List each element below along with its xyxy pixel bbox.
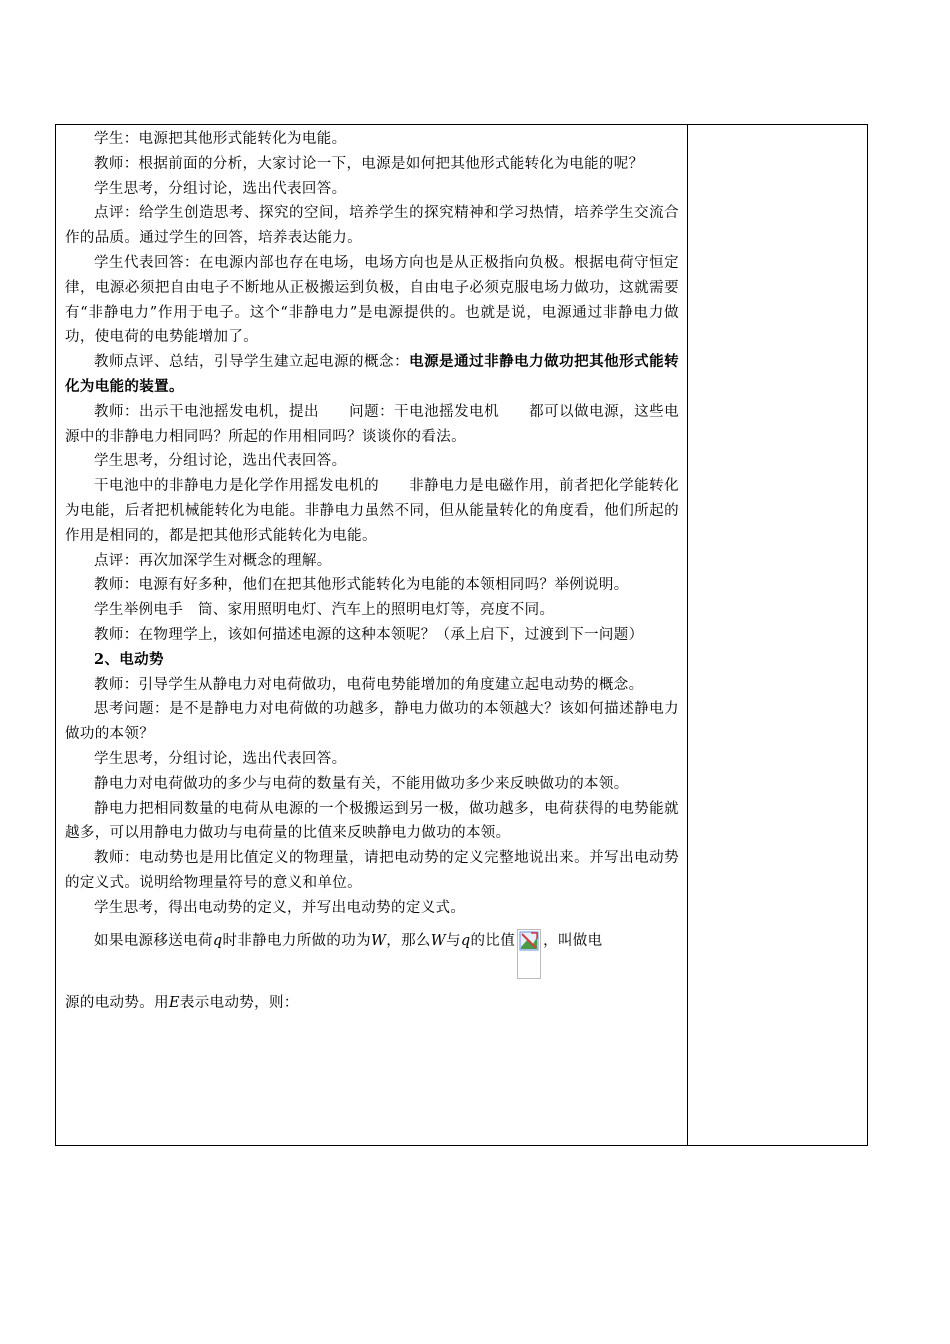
def-text: 的比值 [470, 932, 516, 949]
paragraph: 静电力把相同数量的电荷从电源的一个极搬运到另一极，做功越多，电荷获得的电势能就越多，可以用静电力做功与电荷量的比值来反映静电力做功的本领。 [65, 800, 679, 842]
def-text: 如果电源移送电荷 [94, 932, 213, 949]
paragraph: 教师：引导学生从静电力对电荷做功，电荷电势能增加的角度建立起电动势的概念。 [94, 676, 644, 693]
paragraph: 教师：出示干电池摇发电机，提出 问题：干电池摇发电机 都可以做电源，这些电源中的非静电力相同吗？所起的作用相同吗？谈谈你的看法。 [65, 403, 679, 445]
def-text: 源的电动势。用 [65, 994, 169, 1011]
var-e: E [168, 994, 180, 1011]
def-text: ，叫做电 [543, 932, 603, 949]
paragraph: 点评：给学生创造思考、探究的空间，培养学生的探究精神和学习热情，培养学生交流合作的品质。通过学生的回答，培养表达能力。 [65, 205, 679, 247]
paragraph: 教师：根据前面的分析，大家讨论一下，电源是如何把其他形式能转化为电能的呢？ [94, 155, 644, 172]
main-cell [65, 127, 679, 1015]
concept-definition: 电源是通过非静电力做功把其他形式能转化为电能的装置。 [65, 353, 679, 395]
section-heading: 2、电动势 [94, 650, 164, 668]
column-divider [687, 125, 688, 1145]
paragraph: 学生思考，分组讨论，选出代表回答。 [94, 453, 347, 470]
paragraph: 学生思考，得出电动势的定义，并写出电动势的定义式。 [94, 899, 466, 916]
paragraph: 教师：电动势也是用比值定义的物理量，请把电动势的定义完整地说出来。并写出电动势的定义式。说明给物理量符号的意义和单位。 [65, 850, 679, 891]
def-text: 时非静电力所做的功为 [222, 932, 371, 949]
var-w: W [370, 932, 387, 949]
def-text: ，那么 [386, 932, 431, 949]
paragraph: 教师：在物理学上，该如何描述电源的这种本领呢？（承上启下，过渡到下一问题） [94, 626, 644, 643]
paragraph: 学生代表回答：在电源内部也存在电场，电场方向也是从正极指向负极。根据电荷守恒定律，电源必须把自由电子不断地从正极搬运到负极，自由电子必须克服电场力做功，这就需要有“非静电力”作用于电子。这个“非静电力”是电源提供的。也就是说，电源通过非静电力做功，使电荷的电势能增加了。 [65, 254, 679, 346]
broken-image-icon [517, 929, 541, 979]
paragraph: 思考问题：是不是静电力对电荷做的功越多，静电力做功的本领越大？该如何描述静电力做功的本领？ [65, 701, 679, 743]
paragraph-concept [65, 350, 679, 400]
paragraph: 学生举例电手 筒、家用照明电灯、汽车上的照明电灯等，亮度不同。 [94, 602, 555, 619]
paragraph: 教师：电源有好多种，他们在把其他形式能转化为电能的本领相同吗？举例说明。 [94, 577, 629, 594]
def-text: 与 [446, 932, 461, 949]
var-q: q [212, 932, 223, 949]
paragraph: 学生思考，分组讨论，选出代表回答。 [94, 180, 347, 197]
paragraph: 学生思考，分组讨论，选出代表回答。 [94, 750, 347, 767]
concept-lead: 教师点评、总结，引导学生建立起电源的概念： [94, 354, 410, 371]
def-text: 表示电动势，则： [179, 994, 299, 1011]
var-w: W [430, 932, 447, 949]
paragraph: 点评：再次加深学生对概念的理解。 [94, 552, 332, 569]
paragraph: 学生：电源把其他形式能转化为电能。 [94, 131, 347, 147]
var-q: q [460, 932, 471, 949]
paragraph: 静电力对电荷做功的多少与电荷的数量有关，不能用做功多少来反映做功的本领。 [94, 775, 629, 792]
definition-line-end [65, 991, 679, 1016]
definition-line [65, 929, 679, 979]
lesson-table [55, 124, 868, 1146]
paragraph: 干电池中的非静电力是化学作用摇发电机的 非静电力是电磁作用，前者把化学能转化为电能，后者把机械能转化为电能。非静电力虽然不同，但从能量转化的角度看，他们所起的作用是相同的，都是把其他形式能转化为电能。 [65, 478, 679, 544]
